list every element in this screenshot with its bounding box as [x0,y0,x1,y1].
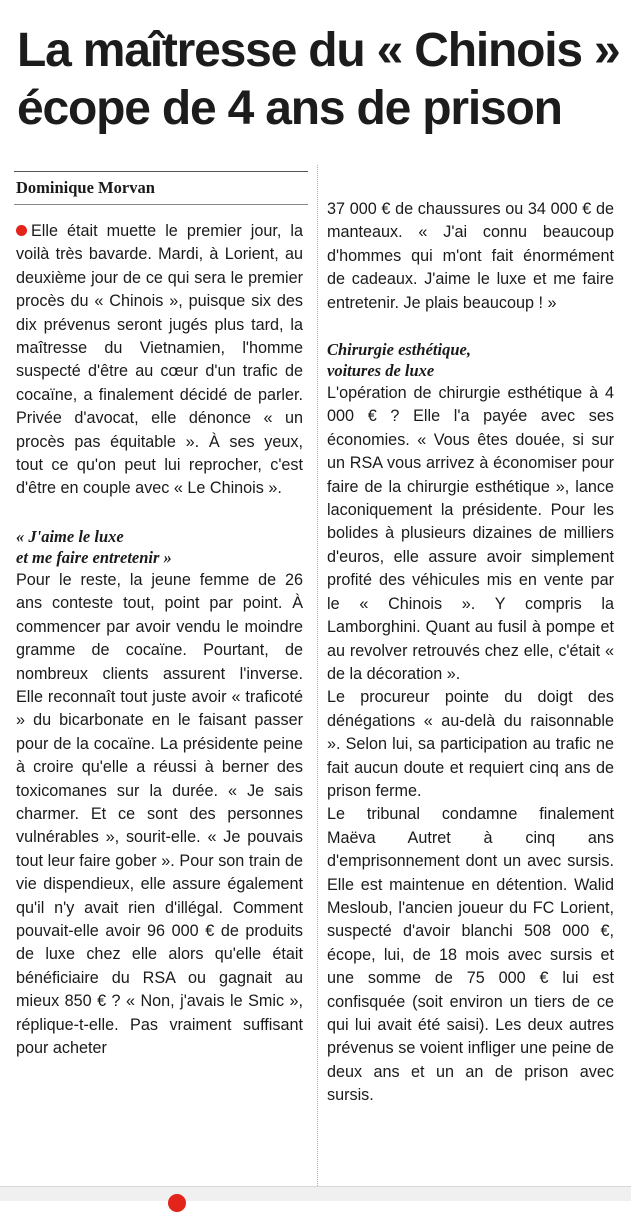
continuation-paragraph: 37 000 € de chaussures ou 34 000 € de manteaux. « J'ai connu beaucoup d'hommes qui m'ont fait énormément de cadeaux. J'aime le luxe et me faire entretenir. Je plais beaucoup ! » [327,200,614,312]
paragraph-verdict: Le tribunal condamne finalement Maëva Autret à cinq ans d'emprisonnement dont un avec sursis. Elle est maintenue en détention. Walid Mesloub, l'ancien joueur du FC Lorient, suspecté d'avoir blanchi 508 000 €, écope, lui, de 18 mois avec sursis et une somme de 75 000 € lui est confisquée (soit environ un tiers de ce qui lui avait été saisi). Les deux autres prévenus se voient infliger une peine de deux ans et un an de prison avec sursis. [327,805,614,1105]
red-bullet-icon [16,225,27,236]
footer-red-dot-icon [168,1194,186,1212]
subhead-luxe [16,526,303,568]
lead-paragraph [16,220,303,501]
byline-bottom-rule [14,204,308,205]
article-headline [17,22,622,138]
body-paragraph: Pour le reste, la jeune femme de 26 ans conteste tout, point par point. À commencer par avoir vendu le moindre gramme de cocaïne. Pourtant, de nombreux clients assurent l'inverse. Elle reconnaît tout juste avoir « traficoté » du bicarbonate en le faisant passer pour de la cocaïne. La présidente peine à croire qu'elle a réussi à berner des toxicomanes sur la durée. « Je sais charmer. Et ce sont des personnes vulnérables », sourit-elle. « Je pouvais tout leur faire gober ». Pour son train de vie dispendieux, elle assure également qu'il n'y avait rien d'illégal. Comment pouvait-elle avoir 96 000 € de produits de luxe chez elle alors qu'elle était bénéficiaire du RSA ou gagnait au mieux 850 € ? « Non, j'avais le Smic », réplique-t-elle. Pas vraiment suffisant pour acheter [16,570,303,1057]
headline-line-1: La maîtresse du « Chinois » [17,24,620,77]
column-divider [317,165,318,1190]
paragraph-chirurgie: L'opération de chirurgie esthétique à 4 000 € ? Elle l'a payée avec ses économies. « Vous êtes douée, si sur un RSA vous arrivez à économiser pour faire de la chirurgie esthétique », lance laconiquement la présidente. Pour les bolides à plusieurs dizaines de milliers d'euros, elle assure avoir simplement profité des véhicules mis en vente par le « Chinois ». Y compris la Lamborghini. Quant au fusil à pompe et au revolver retrouvés chez elle, c'était « de la décoration ». [327,384,614,683]
byline: Dominique Morvan [16,178,155,197]
paragraph-procureur: Le procureur pointe du doigt des dénégations « au-delà du raisonnable ». Selon lui, sa participation au trafic ne fait aucun doute et requiert cinq ans de prison ferme. [327,688,614,800]
headline-line-2: écope de 4 ans de prison [17,82,562,135]
right-column [327,198,614,1108]
subhead-chirurgie-line-2: voitures de luxe [327,361,435,381]
page-footer-band [0,1186,631,1201]
subhead-luxe-line-2: et me faire entretenir » [16,547,172,567]
subhead-luxe-line-1: « J'aime le luxe [16,526,124,546]
subhead-chirurgie [327,339,614,381]
lead-text: Elle était muette le premier jour, la voilà très bavarde. Mardi, à Lorient, au deuxième jour de ce qui sera le premier procès du « Chinois », puisque six des dix prévenus seront jugés plus tard, la maîtresse du Vietnamien, l'homme suspecté d'être au cœur d'un trafic de cocaïne, a finalement décidé de parler. Privée d'avocat, elle dénonce « un procès pas équitable ». À ses yeux, tout ce qu'on peut lui reprocher, c'est d'être en couple avec « Le Chinois ». [16,222,303,498]
byline-top-rule [14,171,308,172]
left-column [16,220,303,1060]
subhead-chirurgie-line-1: Chirurgie esthétique, [327,340,471,360]
